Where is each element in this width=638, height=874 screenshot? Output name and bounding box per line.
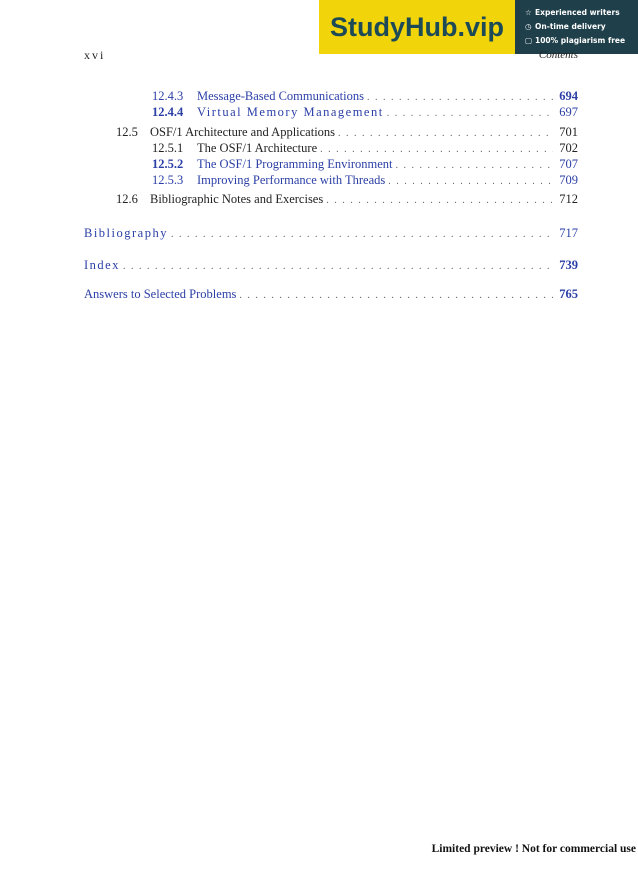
toc-leader — [171, 229, 553, 240]
toc-page: 697 — [559, 105, 578, 119]
toc-entry[interactable] — [152, 157, 578, 172]
toc-title: Message-Based Communications — [197, 89, 364, 103]
toc-number: 12.6 — [116, 192, 138, 206]
toc-leader — [395, 160, 553, 171]
feature-list — [515, 0, 638, 54]
toc-leader — [320, 144, 553, 155]
toc-title: Improving Performance with Threads — [197, 173, 386, 187]
toc-entry — [116, 125, 578, 140]
toc-leader — [387, 108, 553, 119]
running-title: Contents — [538, 49, 578, 61]
feature-item: ◷ On-time delivery — [525, 20, 638, 34]
toc-number: 12.5.2 — [152, 157, 184, 171]
toc-number: 12.4.4 — [152, 105, 184, 119]
feature-item: ▢ 100% plagiarism free — [525, 34, 638, 48]
toc-title: Bibliography — [84, 226, 168, 240]
toc-title: Index — [84, 258, 120, 272]
toc-entry — [152, 141, 578, 156]
toc-number: 12.5.1 — [152, 141, 184, 155]
feature-item: ☆ Experienced writers — [525, 6, 638, 20]
toc-page: 701 — [559, 125, 578, 139]
toc-entry[interactable] — [152, 173, 578, 188]
toc-leader — [338, 128, 553, 139]
ad-banner[interactable] — [319, 0, 638, 54]
toc-entry[interactable] — [84, 226, 578, 241]
star-icon: ☆ — [525, 8, 532, 17]
page-number: xvi — [84, 48, 106, 62]
toc-title: Bibliographic Notes and Exercises — [150, 192, 324, 206]
toc-page: 707 — [559, 157, 578, 171]
toc-title: The OSF/1 Architecture — [197, 141, 318, 155]
toc-title: Answers to Selected Problems — [84, 287, 237, 301]
toc-page: 712 — [559, 192, 578, 206]
toc-page: 702 — [559, 141, 578, 155]
toc-title: The OSF/1 Programming Environment — [197, 157, 393, 171]
toc-leader — [388, 176, 553, 187]
toc-page: 694 — [559, 89, 578, 103]
toc-page: 765 — [559, 287, 578, 301]
toc-entry — [116, 192, 578, 207]
clock-icon: ◷ — [525, 22, 532, 31]
toc-page: 739 — [559, 258, 578, 272]
toc-entry[interactable] — [152, 105, 578, 120]
brand-logo[interactable]: StudyHub.vip — [319, 0, 515, 54]
toc-title: Virtual Memory Management — [197, 105, 384, 119]
toc-entry[interactable] — [84, 287, 578, 302]
toc-leader — [367, 92, 553, 103]
toc-number: 12.5.3 — [152, 173, 184, 187]
toc-leader — [326, 195, 553, 206]
toc-leader — [123, 261, 553, 272]
toc-entry[interactable] — [152, 89, 578, 104]
toc-leader — [239, 290, 553, 301]
toc-title: OSF/1 Architecture and Applications — [150, 125, 336, 139]
toc-number: 12.4.3 — [152, 89, 184, 103]
toc-page: 709 — [559, 173, 578, 187]
document-icon: ▢ — [525, 36, 533, 45]
toc-number: 12.5 — [116, 125, 138, 139]
preview-notice: Limited preview ! Not for commercial use — [431, 843, 636, 855]
toc-entry[interactable] — [84, 258, 578, 273]
toc-page: 717 — [559, 226, 578, 240]
